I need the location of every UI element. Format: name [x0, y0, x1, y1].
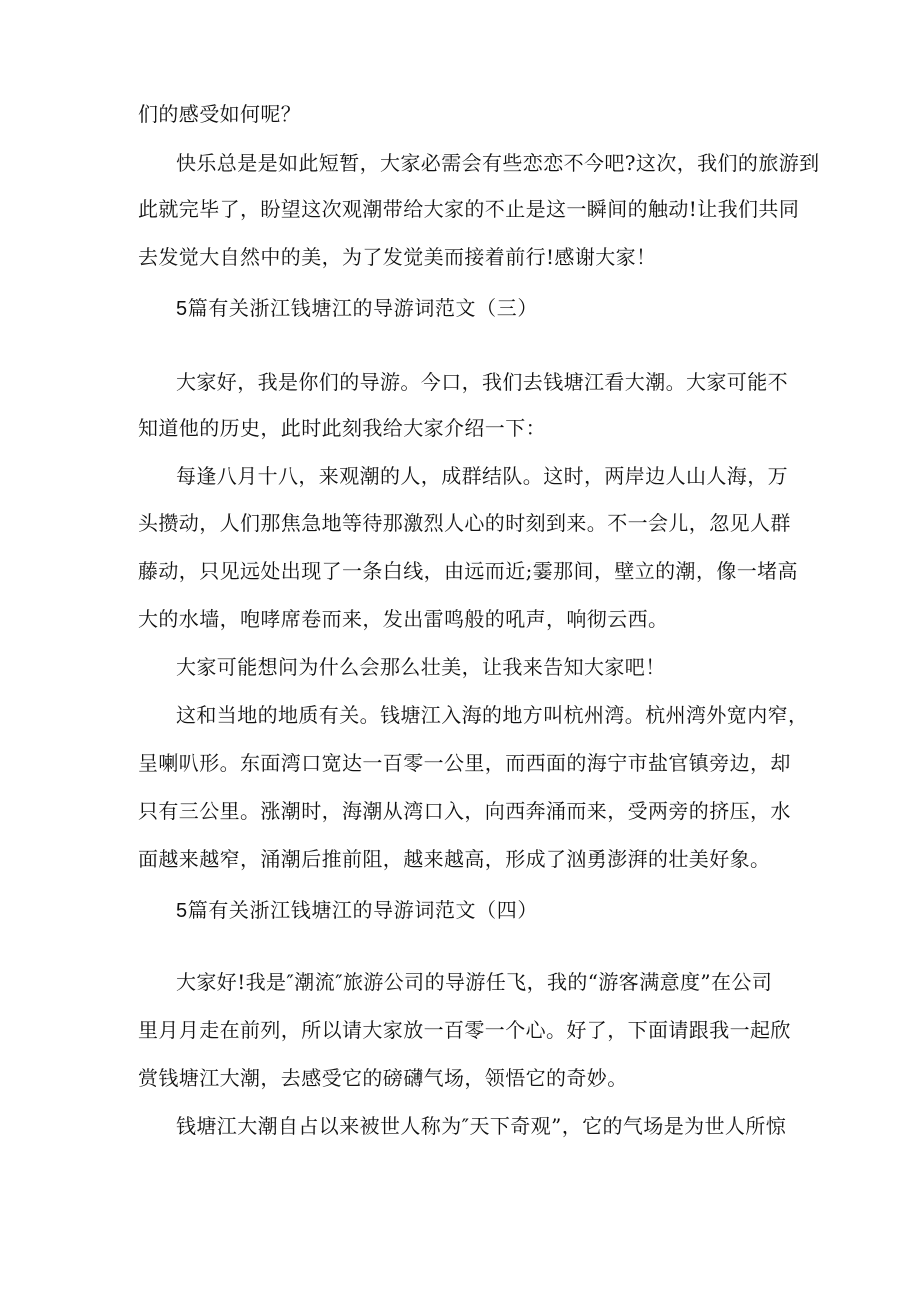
paragraph-line: 知道他的历史，此时此刻我给大家介绍一下：	[138, 416, 546, 440]
paragraph-line: 大家可能想问为什么会那么壮美，让我来告知大家吧！	[176, 655, 666, 679]
paragraph-line: 呈喇叭形。东面湾口宽达一百零一公里，而西面的海宁市盐官镇旁边，却	[138, 751, 791, 775]
paragraph-line: 钱塘江大潮自占以来被世人称为″天下奇观”，它的气场是为世人所惊	[176, 1114, 787, 1138]
section-heading-4: 5篇有关浙江钱塘江的导游词范文（四）	[176, 900, 538, 922]
paragraph-line: 大家好!我是″潮流″旅游公司的导游任飞，我的“游客满意度”在公司	[176, 970, 773, 994]
paragraph-line: 此就完毕了，盼望这次观潮带给大家的不止是这一瞬间的触动!让我们共同	[138, 197, 800, 221]
paragraph-line: 赏钱塘江大潮，去感受它的磅礴气场，领悟它的奇妙。	[138, 1066, 628, 1090]
paragraph-line: 快乐总是是如此短暂，大家必需会有些恋恋不今吧?这次，我们的旅游到	[176, 151, 820, 175]
paragraph-line: 们的感受如何呢？	[138, 102, 302, 126]
paragraph-line: 藤动，只见远处出现了一条白线，由远而近;霎那间，壁立的潮，像一堵高	[138, 559, 798, 583]
section-heading-3: 5篇有关浙江钱塘江的导游词范文（三）	[176, 298, 538, 320]
paragraph-line: 每逢八月十八，来观潮的人，成群结队。这时，两岸边人山人海，万	[176, 464, 788, 488]
paragraph-line: 只有三公里。涨潮时，海潮从湾口入，向西奔涌而来，受两旁的挤压，水	[138, 799, 791, 823]
paragraph-line: 大家好，我是你们的导游。今口，我们去钱塘江看大潮。大家可能不	[176, 370, 788, 394]
paragraph-line: 头攒动，人们那焦急地等待那激烈人心的时刻到来。不一会儿，忽见人群	[138, 511, 791, 535]
paragraph-line: 面越来越窄，涌潮后推前阻，越来越高，形成了汹勇澎湃的壮美好象。	[138, 847, 771, 871]
paragraph-line: 大的水墙，咆哮席卷而来，发出雷鸣般的吼声，响彻云西。	[138, 607, 669, 631]
paragraph-line: 这和当地的地质有关。钱塘江入海的地方叫杭州湾。杭州湾外宽内窄，	[176, 703, 809, 727]
paragraph-line: 去发觉大自然中的美，为了发觉美而接着前行!感谢大家！	[138, 245, 657, 269]
paragraph-line: 里月月走在前列，所以请大家放一百零一个心。好了，下面请跟我一起欣	[138, 1018, 791, 1042]
